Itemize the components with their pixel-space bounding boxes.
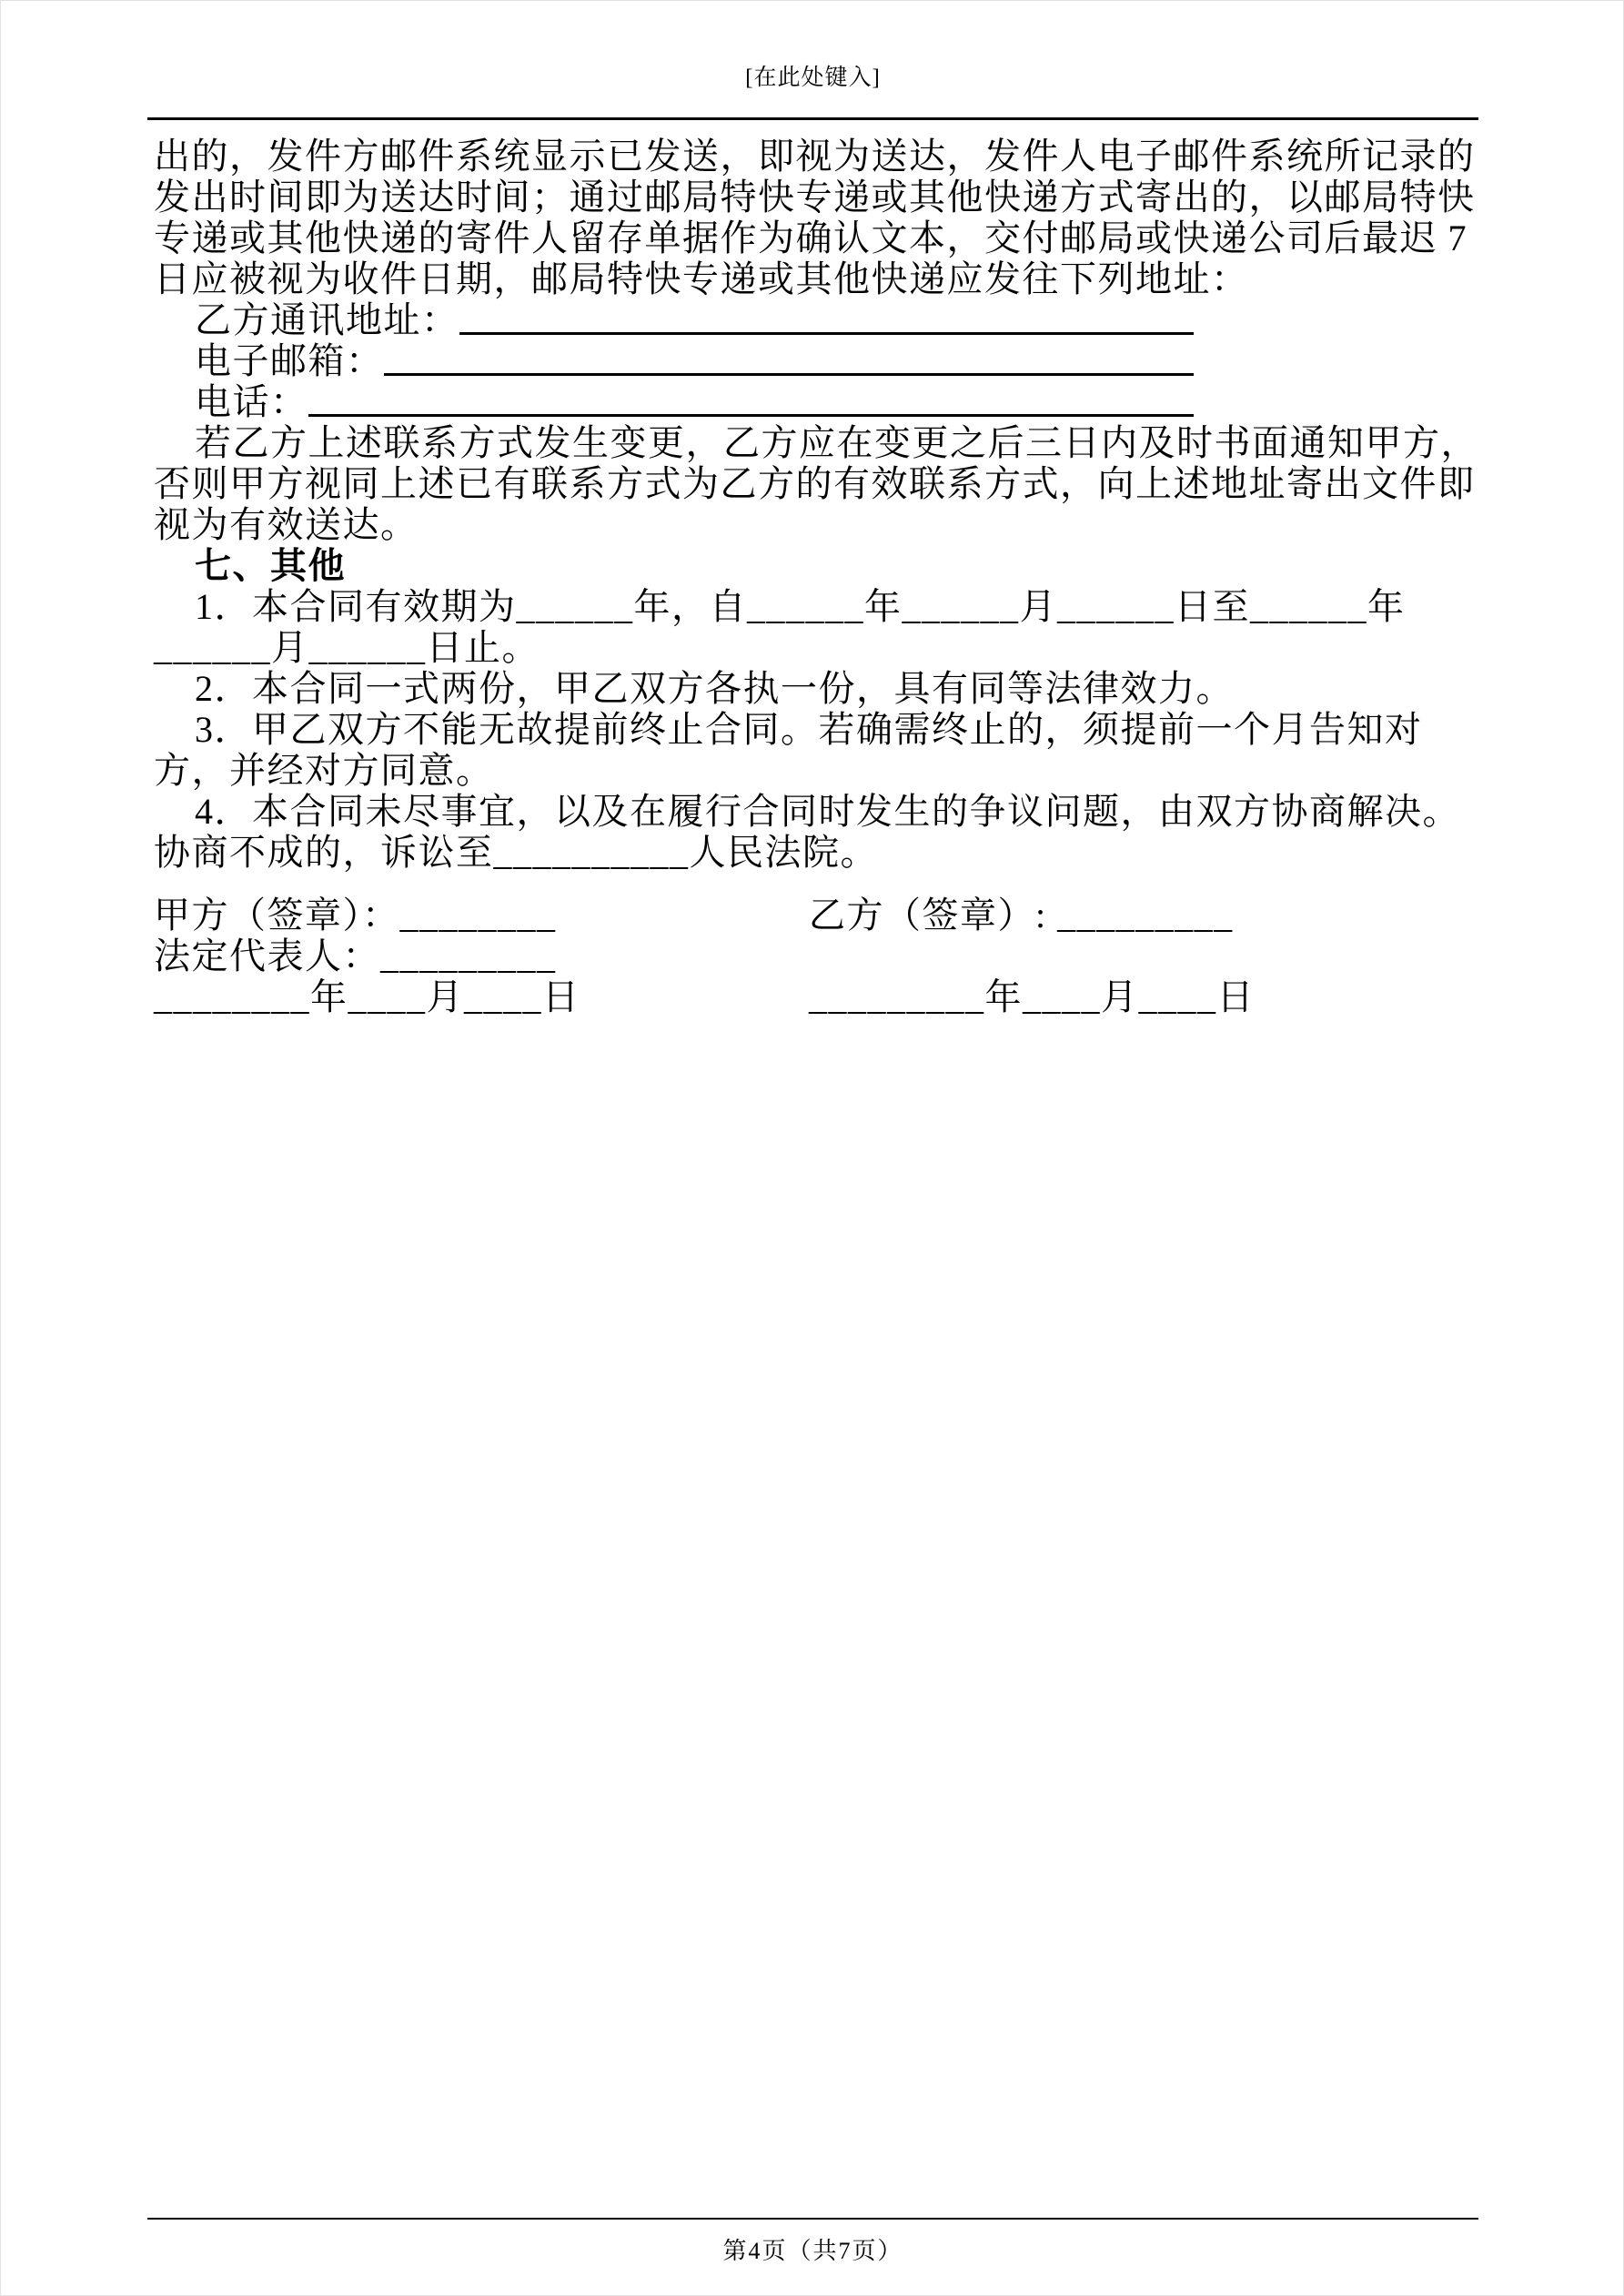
clause-1-line: 1．本合同有效期为______年，自______年______月______日至______年 (195, 586, 1406, 627)
header-placeholder[interactable]: [在此处键入] (745, 66, 881, 90)
clause-3-line: 方，并经对方同意。 (154, 750, 494, 791)
date-party-b: _________年____月____日 (809, 976, 1255, 1017)
clause-2-line: 2．本合同一式两份，甲乙双方各执一份，具有同等法律效力。 (195, 668, 1234, 709)
field-email-label: 电子邮箱： (195, 340, 384, 381)
field-phone-label: 电话： (195, 381, 308, 422)
document-body (154, 136, 1478, 1017)
header-rule (147, 117, 1478, 120)
page-footer (147, 2218, 1478, 2266)
signature-row-legal-rep (154, 936, 1473, 976)
paragraph-change-line: 视为有效送达。 (154, 504, 419, 545)
section-heading-other: 七、其他 (195, 545, 346, 586)
paragraph-mail-line: 出的，发件方邮件系统显示已发送，即视为送达，发件人电子邮件系统所记录的 (154, 136, 1476, 177)
clause-4-line: 协商不成的，诉讼至__________人民法院。 (154, 832, 878, 873)
page-header (147, 1, 1478, 120)
signature-row-parties (154, 895, 1473, 936)
field-phone-blank[interactable] (308, 414, 1195, 417)
signature-row-dates (154, 976, 1473, 1017)
clause-3-line: 3．甲乙双方不能无故提前终止合同。若确需终止的，须提前一个月告知对 (195, 709, 1423, 750)
legal-representative: 法定代表人：_________ (154, 936, 557, 976)
field-address-blank[interactable] (459, 332, 1195, 335)
field-email-blank[interactable] (384, 373, 1195, 376)
signature-block (154, 895, 1473, 1017)
paragraph-change-line: 否则甲方视同上述已有联系方式为乙方的有效联系方式，向上述地址寄出文件即 (154, 463, 1476, 504)
paragraph-mail-line: 发出时间即为送达时间；通过邮局特快专递或其他快递方式寄出的，以邮局特快 (154, 177, 1476, 217)
field-row-address (195, 299, 1194, 340)
field-row-phone (195, 381, 1194, 422)
paragraph-mail-line: 日应被视为收件日期，邮局特快专递或其他快递应发往下列地址： (154, 258, 1249, 299)
party-b-signature: 乙方（签章）: _________ (809, 895, 1234, 936)
field-address-label: 乙方通讯地址： (195, 299, 459, 340)
clause-4-line: 4．本合同未尽事宜，以及在履行合同时发生的争议问题，由双方协商解决。 (195, 791, 1460, 832)
clause-1-line: ______月______日止。 (154, 627, 540, 668)
page-number: 第4页（共7页） (722, 2238, 903, 2264)
date-party-a: ________年____月____日 (154, 976, 580, 1017)
field-row-email (195, 340, 1194, 381)
paragraph-mail-line: 专递或其他快递的寄件人留存单据作为确认文本，交付邮局或快递公司后最迟 7 (154, 217, 1468, 258)
party-a-signature: 甲方（签章）：________ (154, 895, 557, 936)
paragraph-change-line: 若乙方上述联系方式发生变更，乙方应在变更之后三日内及时书面通知甲方， (195, 422, 1478, 463)
